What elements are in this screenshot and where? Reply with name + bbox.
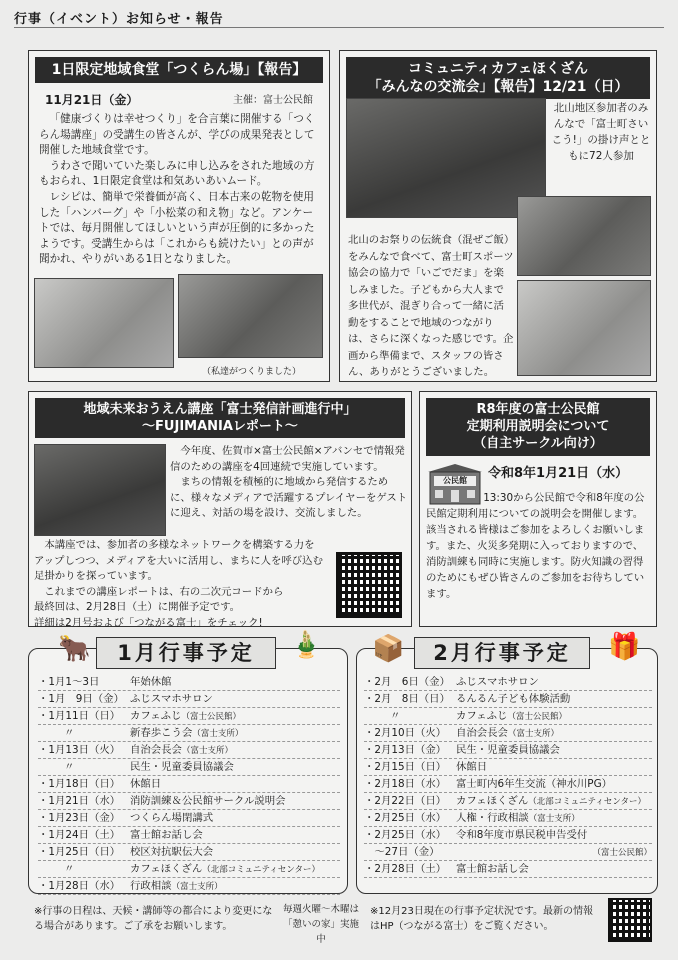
schedule-event: 令和8年度市県民税申告受付: [456, 829, 588, 841]
event-location: （富士公民館）: [592, 848, 652, 858]
schedule-event: 富士町内6年生交流（神水川PG）: [456, 778, 613, 790]
paragraph: 詳細は2月号および「つながる富士」をチェック!: [34, 616, 263, 629]
list-item: [38, 674, 340, 691]
schedule-date: 〃: [64, 863, 75, 875]
schedule-event: 民生・児童委員協議会: [456, 744, 560, 756]
paragraph: 「健康づくりは幸せつくり」を合言葉に開催する「つくらん場講座」の受講生の皆さんが、学びの成果発表として開催した地域食堂です。: [39, 113, 315, 157]
list-item: [364, 844, 652, 861]
list-item: [364, 793, 652, 810]
photo-caption: （私達がつくりました）: [202, 367, 302, 377]
schedule-event: 校区対抗駅伝大会: [130, 846, 214, 858]
qr-code-website[interactable]: [608, 898, 652, 942]
schedule-footnote: ※行事の日程は、天候・講師等の都合により変更になる場合があります。ご了承をお願いします。: [34, 906, 273, 932]
title-line: （自主サークル向け）: [473, 436, 603, 451]
schedule-event: [456, 810, 652, 826]
schedule-date: 〃: [390, 710, 401, 722]
schedule-list: [364, 674, 652, 878]
event-name: 人権・行政相談: [456, 812, 529, 824]
schedule-date: ～27日（金）: [364, 846, 440, 858]
list-item: [38, 827, 340, 844]
list-item: [38, 708, 340, 725]
article-body: 13:30から公民館で令和8年度の公民館定期利用についての説明会を開催します。該当される皆様はご参加をよろしくお願いします。また、火災多発期に入っておりますので、消防訓練も同時に実施します。防火知識の習得のためにもぜひ皆さんのご参加をお待ちしています。: [426, 492, 645, 600]
list-item: [38, 776, 340, 793]
schedule-event: 富士館お話し会: [456, 863, 529, 875]
event-name: 自治会長会: [456, 727, 508, 739]
paragraph: 最終回は、2月28日（土）に開催予定です。: [34, 601, 241, 614]
event-location: （富士支所）: [181, 746, 233, 756]
bean-box-icon: 📦: [372, 634, 405, 664]
article-title: [35, 398, 405, 438]
schedule-date: ・1月28日（水）: [38, 880, 121, 892]
event-name: 新春歩こう会: [130, 727, 193, 739]
schedule-event: 民生・児童委員協議会: [130, 761, 234, 773]
schedule-event: [130, 708, 340, 724]
event-name: カフェほくざん: [130, 863, 203, 875]
schedule-date: 〃: [64, 727, 75, 739]
schedule-event: [130, 878, 340, 894]
schedule-date: ・1月13日（火）: [38, 744, 121, 756]
schedule-date: ・2月25日（水）: [364, 829, 447, 841]
event-name: カフェほくざん: [456, 795, 529, 807]
schedule-date: ・2月 8日（日）: [364, 693, 450, 705]
event-location: （富士支所）: [171, 882, 223, 892]
gift-box-icon: 🎁: [608, 632, 641, 662]
event-location: （富士支所）: [507, 729, 559, 739]
list-item: [364, 861, 652, 878]
schedule-event: [130, 861, 340, 877]
title-line: ～FUJIMANIAレポート～: [142, 419, 298, 434]
event-name: カフェふじ: [130, 710, 182, 722]
list-item: [38, 691, 340, 708]
schedule-event: ふじスマホサロン: [456, 676, 539, 688]
event-name: カフェふじ: [456, 710, 508, 722]
event-location: （北部コミュニティセンター）: [202, 865, 321, 875]
schedule-event: [130, 742, 340, 758]
event-host: 主催：富士公民館: [233, 95, 313, 106]
schedule-date: ・1月21日（水）: [38, 795, 121, 807]
schedule-date: 〃: [64, 761, 75, 773]
schedule-event: 富士館お話し会: [130, 829, 203, 841]
event-location: （富士支所）: [528, 814, 580, 824]
schedule-date: ・1月23日（金）: [38, 812, 121, 824]
article-title: [426, 398, 650, 456]
list-item: [38, 878, 340, 895]
list-item: [364, 776, 652, 793]
list-item: [38, 759, 340, 776]
schedule-event: [456, 844, 652, 860]
list-item: [38, 725, 340, 742]
paragraph: うわさで聞いていた楽しみに申し込みをされた地域の方もおられ、1日限定食堂は和気あいあいムード。: [39, 159, 315, 188]
schedule-event: 年始休館: [130, 676, 172, 688]
photo-event-hall: [517, 280, 651, 376]
schedule-title: 1月行事予定: [96, 637, 276, 669]
schedule-date: ・2月13日（金）: [364, 744, 447, 756]
photo-meal: [34, 278, 174, 368]
note-line: 毎週火曜～木曜は: [282, 904, 359, 915]
qr-code-report[interactable]: [336, 552, 402, 618]
schedule-date: ・2月18日（水）: [364, 778, 447, 790]
title-line: R8年度の富士公民館: [476, 402, 600, 417]
list-item: [38, 793, 340, 810]
note-line: 「憩いの家」実施中: [282, 919, 359, 945]
paragraph: 本講座では、参加者の多様なネットワークを構築する力をアップしつつ、メディアを大いに活用し、まちに人を呼び込む足掛かりを探っています。: [34, 539, 323, 583]
title-line: 定期利用説明会について: [466, 419, 610, 434]
building-sign: 公民館: [443, 476, 467, 485]
article-body: 北山のお祭りの伝統食（混ぜご飯）をみんなで食べて、富士町スポーツ協会の協力で「いごでだま」を楽しみました。子どもから大人まで多世代が、混ぎり合って一緒に活動をすることで地域のつながりは、さらに深くなった感じです。企画から準備まで、スタッフの皆さん、ありがとうございました。: [348, 234, 514, 378]
list-item: [364, 691, 652, 708]
list-item: [364, 674, 652, 691]
schedule-date: ・1月24日（土）: [38, 829, 121, 841]
ox-mascot-icon: 🐂: [58, 634, 91, 664]
list-item: [364, 827, 652, 844]
schedule-date: ・2月15日（日）: [364, 761, 447, 773]
schedule-title: 2月行事予定: [414, 637, 590, 669]
article-title: 1日限定地域食堂「つくらん場」【報告】: [35, 57, 323, 83]
photo-lecture: [34, 444, 166, 536]
list-item: [38, 844, 340, 861]
schedule-date: ・2月10日（火）: [364, 727, 447, 739]
article-body-continued: [34, 538, 324, 632]
schedule-date: ・2月28日（土）: [364, 863, 447, 875]
article-body: [170, 444, 408, 522]
event-location: （富士公民館）: [181, 712, 241, 722]
schedule-date: ・2月22日（日）: [364, 795, 447, 807]
list-item: [38, 810, 340, 827]
section-title: 行事（イベント）お知らせ・報告: [14, 12, 224, 27]
list-item: [38, 742, 340, 759]
event-location: （富士支所）: [192, 729, 244, 739]
briefing-date: 令和8年1月21日（水）: [488, 466, 629, 481]
schedule-event: [130, 725, 340, 741]
title-line: 地域未来おうえん講座「富士発信計画進行中」: [83, 402, 357, 417]
list-item: [364, 708, 652, 725]
schedule-footnote: ※12月23日現在の行事予定状況です。最新の情報はHP（つながる富士）をご覧ください。: [370, 906, 594, 932]
schedule-date: ・1月25日（日）: [38, 846, 121, 858]
schedule-event: ふじスマホサロン: [130, 693, 213, 705]
schedule-date: ・2月25日（水）: [364, 812, 447, 824]
title-line: 「みんなの交流会」【報告】12/21（日）: [367, 79, 629, 95]
schedule-event: [456, 725, 652, 741]
ikoi-no-ie-note: [282, 902, 360, 947]
event-location: （北部コミュニティセンター）: [528, 797, 647, 807]
schedule-event: 休館日: [130, 778, 162, 790]
schedule-date: ・1月1～3日: [38, 676, 100, 688]
schedule-event: [456, 793, 652, 809]
article-body: [29, 112, 329, 268]
schedule-event: つくらん場閉講式: [130, 812, 214, 824]
schedule-date: ・2月 6日（金）: [364, 676, 450, 688]
list-item: [364, 759, 652, 776]
event-name: 行政相談: [130, 880, 172, 892]
schedule-date: ・1月11日（日）: [38, 710, 121, 722]
schedule-event: 休館日: [456, 761, 488, 773]
event-date: 11月21日（金）: [45, 93, 139, 107]
section-divider: [14, 27, 664, 28]
paragraph: レシピは、簡単で栄養価が高く、日本古来の乾物を使用した「ハンバーグ」や「小松菜の和え物」など。アンケートでは、毎月開催してほしいという声が圧倒的に多かったようです。受講生からは「これからも続けたい」との声が聞かれ、やりがいある1日となりました。: [39, 190, 315, 266]
event-location: （富士公民館）: [507, 712, 567, 722]
title-line: コミュニティカフェほくざん: [408, 61, 588, 77]
list-item: [364, 725, 652, 742]
schedule-event: [456, 708, 652, 724]
photo-group: [346, 98, 546, 218]
schedule-date: ・1月18日（日）: [38, 778, 121, 790]
paragraph: まちの情報を積極的に地域から発信するために、様々なメディアで活躍するプレイヤーをゲストに迎え、対話の場を設け、交流しました。: [170, 476, 408, 520]
list-item: [38, 861, 340, 878]
schedule-event: 消防訓練＆公民館サークル説明会: [130, 795, 286, 807]
photo-cooking: [517, 196, 651, 276]
schedule-date: ・1月 9日（金）: [38, 693, 124, 705]
paragraph: これまでの講座レポートは、右の二次元コードから: [44, 585, 284, 598]
kagami-mochi-icon: 🎍: [290, 630, 323, 660]
paragraph: 今年度、佐賀市×富士公民館×アバンセで情報発信のための講座を4回連続で実施しています。: [170, 445, 405, 473]
schedule-event: るんるん子ども体験活動: [456, 693, 571, 705]
event-name: 自治会長会: [130, 744, 182, 756]
photo-participants: [178, 274, 323, 358]
photo-caption: 北山地区参加者のみんなで「富士町さいこう!」の掛け声とともに72人参加: [551, 102, 651, 162]
schedule-list: [38, 674, 340, 895]
list-item: [364, 810, 652, 827]
list-item: [364, 742, 652, 759]
article-title: [346, 57, 650, 99]
